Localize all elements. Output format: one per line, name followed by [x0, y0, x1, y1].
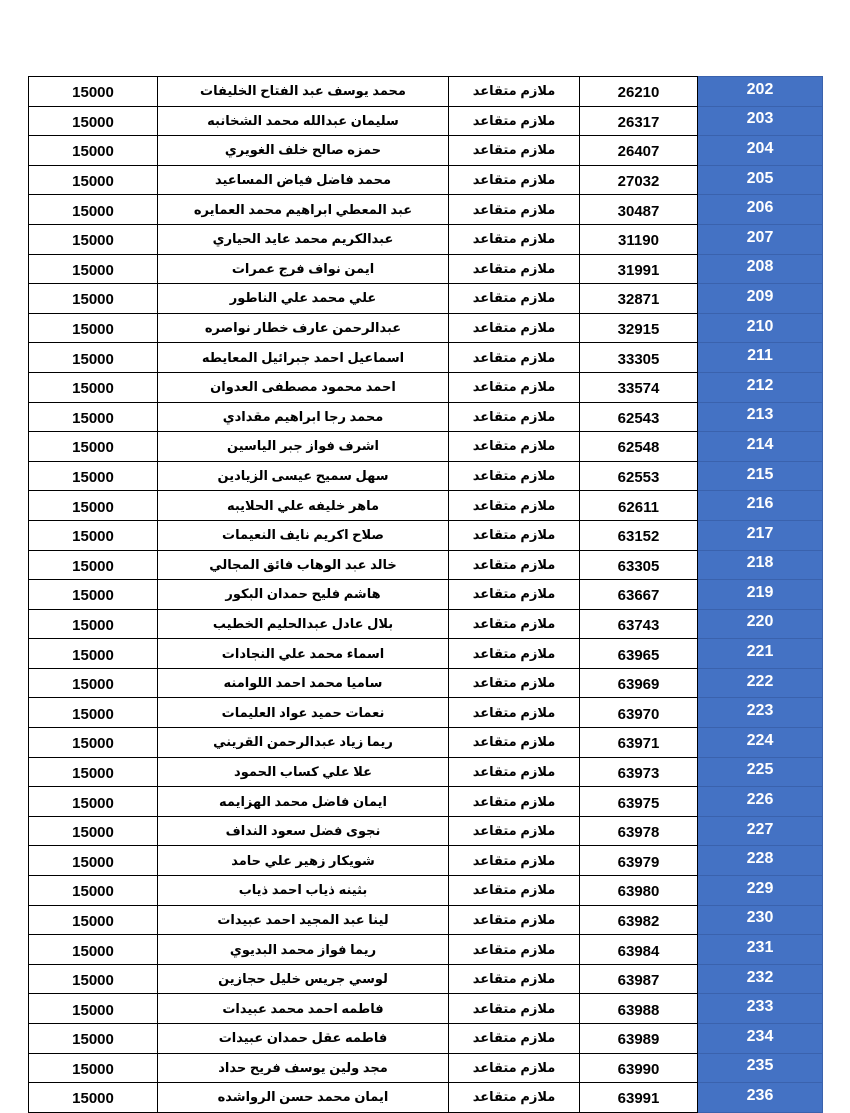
number-cell: 63971	[580, 728, 698, 758]
number-cell: 26317	[580, 106, 698, 136]
seq-cell: 236	[698, 1083, 823, 1113]
name-cell: صلاح اكريم نايف النعيمات	[158, 520, 449, 550]
name-cell: احمد محمود مصطفى العدوان	[158, 372, 449, 402]
rank-cell: ملازم متقاعد	[449, 994, 580, 1024]
amount-cell: 15000	[29, 816, 158, 846]
number-cell: 33305	[580, 343, 698, 373]
name-cell: اشرف فواز جبر الياسين	[158, 432, 449, 462]
rank-cell: ملازم متقاعد	[449, 461, 580, 491]
name-cell: عبد المعطي ابراهيم محمد العمايره	[158, 195, 449, 225]
name-cell: اسماء محمد علي النجادات	[158, 639, 449, 669]
name-cell: فاطمه احمد محمد عبيدات	[158, 994, 449, 1024]
table-row	[29, 964, 823, 994]
table-row	[29, 402, 823, 432]
name-cell: ريما زياد عبدالرحمن القريني	[158, 728, 449, 758]
rank-cell: ملازم متقاعد	[449, 905, 580, 935]
table-row	[29, 994, 823, 1024]
name-cell: شويكار زهير علي حامد	[158, 846, 449, 876]
number-cell: 63984	[580, 935, 698, 965]
rank-cell: ملازم متقاعد	[449, 550, 580, 580]
rank-cell: ملازم متقاعد	[449, 609, 580, 639]
table-row	[29, 550, 823, 580]
table-row	[29, 195, 823, 225]
number-cell: 63989	[580, 1024, 698, 1054]
retirees-table	[28, 76, 823, 1113]
amount-cell: 15000	[29, 313, 158, 343]
rank-cell: ملازم متقاعد	[449, 698, 580, 728]
table-row	[29, 1083, 823, 1113]
name-cell: لينا عبد المجيد احمد عبيدات	[158, 905, 449, 935]
number-cell: 31991	[580, 254, 698, 284]
rank-cell: ملازم متقاعد	[449, 224, 580, 254]
seq-cell: 218	[698, 550, 823, 580]
rank-cell: ملازم متقاعد	[449, 787, 580, 817]
seq-cell: 204	[698, 136, 823, 166]
number-cell: 63743	[580, 609, 698, 639]
number-cell: 62543	[580, 402, 698, 432]
seq-cell: 216	[698, 491, 823, 521]
seq-cell: 235	[698, 1053, 823, 1083]
amount-cell: 15000	[29, 935, 158, 965]
name-cell: حمزه صالح خلف الغويري	[158, 136, 449, 166]
amount-cell: 15000	[29, 195, 158, 225]
rank-cell: ملازم متقاعد	[449, 254, 580, 284]
seq-cell: 217	[698, 520, 823, 550]
rank-cell: ملازم متقاعد	[449, 313, 580, 343]
name-cell: اسماعيل احمد جبرائيل المعايطه	[158, 343, 449, 373]
name-cell: بلال عادل عبدالحليم الخطيب	[158, 609, 449, 639]
amount-cell: 15000	[29, 668, 158, 698]
table-row	[29, 520, 823, 550]
rank-cell: ملازم متقاعد	[449, 284, 580, 314]
amount-cell: 15000	[29, 639, 158, 669]
table-row	[29, 254, 823, 284]
amount-cell: 15000	[29, 165, 158, 195]
rank-cell: ملازم متقاعد	[449, 77, 580, 107]
seq-cell: 205	[698, 165, 823, 195]
seq-cell: 226	[698, 787, 823, 817]
amount-cell: 15000	[29, 402, 158, 432]
name-cell: علا علي كساب الحمود	[158, 757, 449, 787]
seq-cell: 219	[698, 580, 823, 610]
amount-cell: 15000	[29, 106, 158, 136]
table-row	[29, 728, 823, 758]
name-cell: ايمان محمد حسن الرواشده	[158, 1083, 449, 1113]
number-cell: 63980	[580, 876, 698, 906]
number-cell: 62611	[580, 491, 698, 521]
number-cell: 63970	[580, 698, 698, 728]
amount-cell: 15000	[29, 372, 158, 402]
amount-cell: 15000	[29, 224, 158, 254]
seq-cell: 228	[698, 846, 823, 876]
rank-cell: ملازم متقاعد	[449, 757, 580, 787]
amount-cell: 15000	[29, 1053, 158, 1083]
name-cell: ايمان فاضل محمد الهزايمه	[158, 787, 449, 817]
number-cell: 63305	[580, 550, 698, 580]
name-cell: خالد عبد الوهاب فائق المجالي	[158, 550, 449, 580]
name-cell: هاشم فليح حمدان البكور	[158, 580, 449, 610]
seq-cell: 232	[698, 964, 823, 994]
rank-cell: ملازم متقاعد	[449, 106, 580, 136]
amount-cell: 15000	[29, 432, 158, 462]
rank-cell: ملازم متقاعد	[449, 372, 580, 402]
amount-cell: 15000	[29, 77, 158, 107]
table-row	[29, 639, 823, 669]
rank-cell: ملازم متقاعد	[449, 402, 580, 432]
name-cell: محمد يوسف عبد الفتاح الخليفات	[158, 77, 449, 107]
rank-cell: ملازم متقاعد	[449, 343, 580, 373]
number-cell: 32915	[580, 313, 698, 343]
seq-cell: 230	[698, 905, 823, 935]
number-cell: 27032	[580, 165, 698, 195]
rank-cell: ملازم متقاعد	[449, 816, 580, 846]
rank-cell: ملازم متقاعد	[449, 491, 580, 521]
number-cell: 63973	[580, 757, 698, 787]
name-cell: عبدالرحمن عارف خطار نواصره	[158, 313, 449, 343]
rank-cell: ملازم متقاعد	[449, 668, 580, 698]
table-row	[29, 77, 823, 107]
rank-cell: ملازم متقاعد	[449, 432, 580, 462]
amount-cell: 15000	[29, 254, 158, 284]
name-cell: نجوى فضل سعود النداف	[158, 816, 449, 846]
amount-cell: 15000	[29, 757, 158, 787]
number-cell: 30487	[580, 195, 698, 225]
name-cell: محمد فاضل فياض المساعيد	[158, 165, 449, 195]
seq-cell: 227	[698, 816, 823, 846]
number-cell: 26407	[580, 136, 698, 166]
rank-cell: ملازم متقاعد	[449, 846, 580, 876]
rank-cell: ملازم متقاعد	[449, 520, 580, 550]
table-row	[29, 165, 823, 195]
table-row	[29, 757, 823, 787]
seq-cell: 206	[698, 195, 823, 225]
seq-cell: 225	[698, 757, 823, 787]
rank-cell: ملازم متقاعد	[449, 728, 580, 758]
seq-cell: 234	[698, 1024, 823, 1054]
seq-cell: 208	[698, 254, 823, 284]
number-cell: 63991	[580, 1083, 698, 1113]
table-row	[29, 816, 823, 846]
name-cell: فاطمه عقل حمدان عبيدات	[158, 1024, 449, 1054]
number-cell: 63965	[580, 639, 698, 669]
table-row	[29, 343, 823, 373]
rank-cell: ملازم متقاعد	[449, 1053, 580, 1083]
name-cell: ريما فواز محمد البديوي	[158, 935, 449, 965]
seq-cell: 215	[698, 461, 823, 491]
number-cell: 63978	[580, 816, 698, 846]
seq-cell: 211	[698, 343, 823, 373]
table-row	[29, 1024, 823, 1054]
amount-cell: 15000	[29, 964, 158, 994]
seq-cell: 231	[698, 935, 823, 965]
rank-cell: ملازم متقاعد	[449, 1083, 580, 1113]
rank-cell: ملازم متقاعد	[449, 935, 580, 965]
table-row	[29, 372, 823, 402]
amount-cell: 15000	[29, 698, 158, 728]
table-row	[29, 935, 823, 965]
table-row	[29, 905, 823, 935]
table-row	[29, 668, 823, 698]
name-cell: مجد ولين يوسف فريح حداد	[158, 1053, 449, 1083]
name-cell: ماهر خليفه علي الحلايبه	[158, 491, 449, 521]
number-cell: 63667	[580, 580, 698, 610]
seq-cell: 233	[698, 994, 823, 1024]
amount-cell: 15000	[29, 994, 158, 1024]
name-cell: سليمان عبدالله محمد الشخانبه	[158, 106, 449, 136]
table-row	[29, 1053, 823, 1083]
rank-cell: ملازم متقاعد	[449, 1024, 580, 1054]
rank-cell: ملازم متقاعد	[449, 876, 580, 906]
number-cell: 31190	[580, 224, 698, 254]
amount-cell: 15000	[29, 787, 158, 817]
table-row	[29, 284, 823, 314]
name-cell: ساميا محمد احمد اللوامنه	[158, 668, 449, 698]
amount-cell: 15000	[29, 136, 158, 166]
number-cell: 63979	[580, 846, 698, 876]
table-row	[29, 136, 823, 166]
number-cell: 63975	[580, 787, 698, 817]
name-cell: علي محمد علي الناطور	[158, 284, 449, 314]
number-cell: 63969	[580, 668, 698, 698]
amount-cell: 15000	[29, 580, 158, 610]
rank-cell: ملازم متقاعد	[449, 195, 580, 225]
amount-cell: 15000	[29, 1024, 158, 1054]
number-cell: 33574	[580, 372, 698, 402]
table-body	[29, 77, 823, 1113]
table-row	[29, 846, 823, 876]
name-cell: عبدالكريم محمد عايد الحياري	[158, 224, 449, 254]
rank-cell: ملازم متقاعد	[449, 136, 580, 166]
seq-cell: 222	[698, 668, 823, 698]
seq-cell: 220	[698, 609, 823, 639]
table-row	[29, 461, 823, 491]
number-cell: 63990	[580, 1053, 698, 1083]
name-cell: لوسي جريس خليل حجازين	[158, 964, 449, 994]
table-row	[29, 609, 823, 639]
amount-cell: 15000	[29, 905, 158, 935]
amount-cell: 15000	[29, 846, 158, 876]
seq-cell: 213	[698, 402, 823, 432]
rank-cell: ملازم متقاعد	[449, 964, 580, 994]
amount-cell: 15000	[29, 461, 158, 491]
rank-cell: ملازم متقاعد	[449, 639, 580, 669]
seq-cell: 202	[698, 77, 823, 107]
number-cell: 63987	[580, 964, 698, 994]
table-row	[29, 224, 823, 254]
table-row	[29, 432, 823, 462]
seq-cell: 203	[698, 106, 823, 136]
number-cell: 63988	[580, 994, 698, 1024]
number-cell: 62548	[580, 432, 698, 462]
amount-cell: 15000	[29, 343, 158, 373]
seq-cell: 224	[698, 728, 823, 758]
name-cell: محمد رجا ابراهيم مقدادي	[158, 402, 449, 432]
table-row	[29, 491, 823, 521]
rank-cell: ملازم متقاعد	[449, 165, 580, 195]
table-row	[29, 876, 823, 906]
seq-cell: 223	[698, 698, 823, 728]
number-cell: 32871	[580, 284, 698, 314]
seq-cell: 221	[698, 639, 823, 669]
amount-cell: 15000	[29, 491, 158, 521]
seq-cell: 209	[698, 284, 823, 314]
name-cell: ايمن نواف فرج عمرات	[158, 254, 449, 284]
name-cell: نعمات حميد عواد العليمات	[158, 698, 449, 728]
seq-cell: 212	[698, 372, 823, 402]
seq-cell: 210	[698, 313, 823, 343]
rank-cell: ملازم متقاعد	[449, 580, 580, 610]
name-cell: بثينه ذياب احمد ذياب	[158, 876, 449, 906]
amount-cell: 15000	[29, 520, 158, 550]
table-row	[29, 580, 823, 610]
table-row	[29, 106, 823, 136]
number-cell: 62553	[580, 461, 698, 491]
amount-cell: 15000	[29, 550, 158, 580]
number-cell: 63152	[580, 520, 698, 550]
table-row	[29, 698, 823, 728]
amount-cell: 15000	[29, 1083, 158, 1113]
table-row	[29, 787, 823, 817]
table-row	[29, 313, 823, 343]
amount-cell: 15000	[29, 609, 158, 639]
amount-cell: 15000	[29, 284, 158, 314]
seq-cell: 214	[698, 432, 823, 462]
seq-cell: 229	[698, 876, 823, 906]
amount-cell: 15000	[29, 876, 158, 906]
number-cell: 26210	[580, 77, 698, 107]
name-cell: سهل سميح عيسى الزيادين	[158, 461, 449, 491]
number-cell: 63982	[580, 905, 698, 935]
seq-cell: 207	[698, 224, 823, 254]
amount-cell: 15000	[29, 728, 158, 758]
